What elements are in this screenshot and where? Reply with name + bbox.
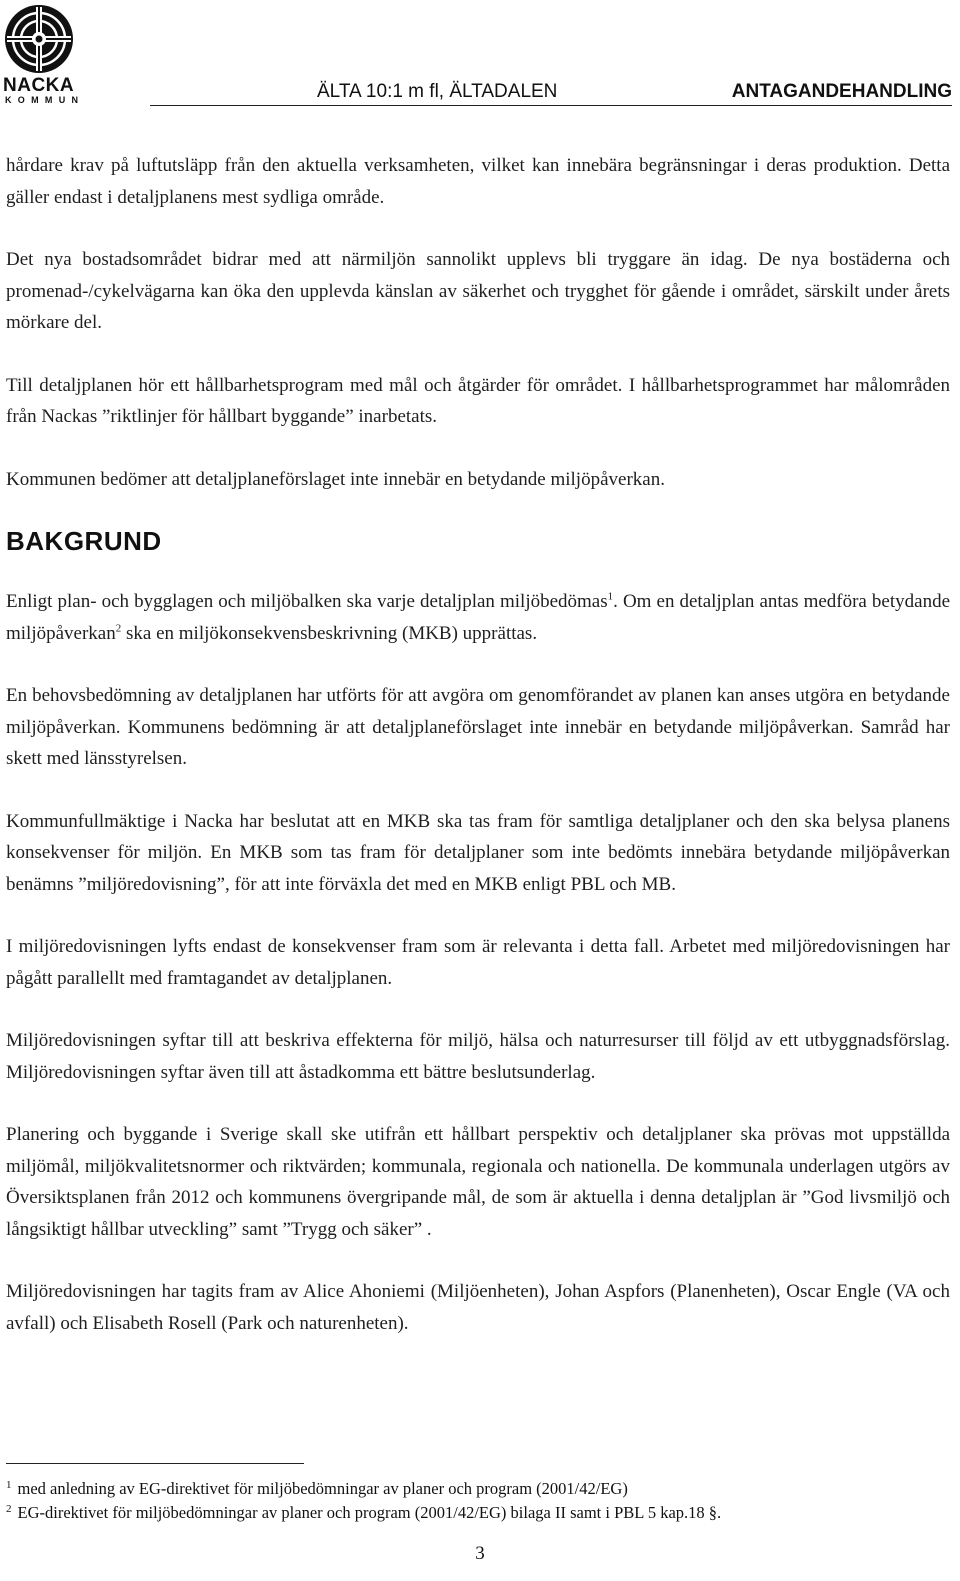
footnote	[6, 1477, 950, 1501]
footnote-number: 1	[6, 1478, 12, 1491]
header-divider	[150, 105, 952, 106]
footnote	[6, 1501, 950, 1525]
paragraph: Det nya bostadsområdet bidrar med att närmiljön sannolikt upplevs bli tryggare än idag. De nya bostäderna och promenad-/cykelvägarna kan öka den upplevda känslan av säkerhet och trygghet för gående i området, särskilt under årets mörkare del.	[6, 249, 950, 333]
section-heading: BAKGRUND	[6, 526, 162, 556]
paragraph-text: Enligt plan- och bygglagen och miljöbalken ska varje detaljplan miljöbedömas	[6, 591, 608, 612]
footnote-number: 2	[6, 1502, 12, 1515]
footnotes	[6, 1477, 950, 1525]
nacka-kommun-logo-icon	[3, 3, 75, 75]
paragraph: Kommunfullmäktige i Nacka har beslutat att en MKB ska tas fram för samtliga detaljplaner och den ska belysa planens konsekvenser för miljön. En MKB som tas fram för detaljplaner som inte bedömts innebära betydande miljöpåverkan benämns ”miljöredovisning”, för att inte förväxla det med en MKB enligt PBL och MB.	[6, 810, 950, 895]
paragraph: Miljöredovisningen syftar till att beskriva effekterna för miljö, hälsa och naturresurser till följd av ett utbyggnadsförslag. Miljöredovisningen syftar även till att åstadkomma ett bättre beslutsunderlag.	[6, 1030, 950, 1083]
paragraph: Miljöredovisningen har tagits fram av Alice Ahoniemi (Miljöenheten), Johan Aspfors (Planenheten), Oscar Engle (VA och avfall) och Elisabeth Rosell (Park och naturenheten).	[6, 1281, 950, 1334]
document-body	[6, 150, 950, 1370]
logo-wordmark: NACKA	[3, 75, 75, 96]
paragraph-text: . Om en detaljplan antas medföra betydande miljöpåverkan	[6, 591, 950, 644]
footnote-ref[interactable]: 2	[115, 622, 122, 635]
footnote-divider	[6, 1463, 304, 1464]
footnote-text: EG-direktivet för miljöbedömningar av planer och program (2001/42/EG) bilaga II samt i PBL 5 kap.18 §.	[17, 1503, 722, 1522]
paragraph: Till detaljplanen hör ett hållbarhetsprogram med mål och åtgärder för området. I hållbarhetsprogrammet har målområden från Nackas ”riktlinjer för hållbart byggande” inarbetats.	[6, 374, 950, 427]
footnote-text: med anledning av EG-direktivet för miljöbedömningar av planer och program (2001/42/EG)	[17, 1479, 628, 1498]
paragraph: hårdare krav på luftutsläpp från den aktuella verksamheten, vilket kan innebära begränsningar i deras produktion. Detta gäller endast i detaljplanens mest sydliga område.	[6, 155, 950, 208]
page-number: 3	[475, 1543, 485, 1564]
paragraph: I miljöredovisningen lyfts endast de konsekvenser fram som är relevanta i detta fall. Arbetet med miljöredovisningen har pågått parallellt med framtagandet av detaljplanen.	[6, 936, 950, 989]
paragraph: Planering och byggande i Sverige skall ske utifrån ett hållbart perspektiv och detaljplaner ska prövas mot uppställda miljömål, miljökvalitetsnormer och riktvärden; kommunala, regionala och nationella. De kommunala underlagen utgörs av Översiktsplanen från 2012 och kommunens övergripande mål, de som är aktuella i denna detaljplan är ”God livsmiljö och långsiktigt hållbar utveckling” samt ”Trygg och säker” .	[6, 1124, 950, 1240]
header-document-type: ANTAGANDEHANDLING	[731, 81, 952, 102]
paragraph: En behovsbedömning av detaljplanen har utförts för att avgöra om genomförandet av planen kan anses utgöra en betydande miljöpåverkan. Kommunens bedömning är att detaljplaneförslaget inte innebär en betydande miljöpåverkan. Samråd har skett med länsstyrelsen.	[6, 685, 950, 769]
footnote-ref[interactable]: 1	[607, 590, 614, 603]
paragraph-text: ska en miljökonsekvensbeskrivning (MKB) upprättas.	[121, 622, 538, 644]
logo-subtitle: KOMMUN	[5, 95, 85, 105]
header-plan-title: ÄLTA 10:1 m fl, ÄLTADALEN	[317, 81, 558, 102]
paragraph: Kommunen bedömer att detaljplaneförslaget inte innebär en betydande miljöpåverkan.	[6, 468, 665, 490]
paragraph	[6, 586, 950, 649]
